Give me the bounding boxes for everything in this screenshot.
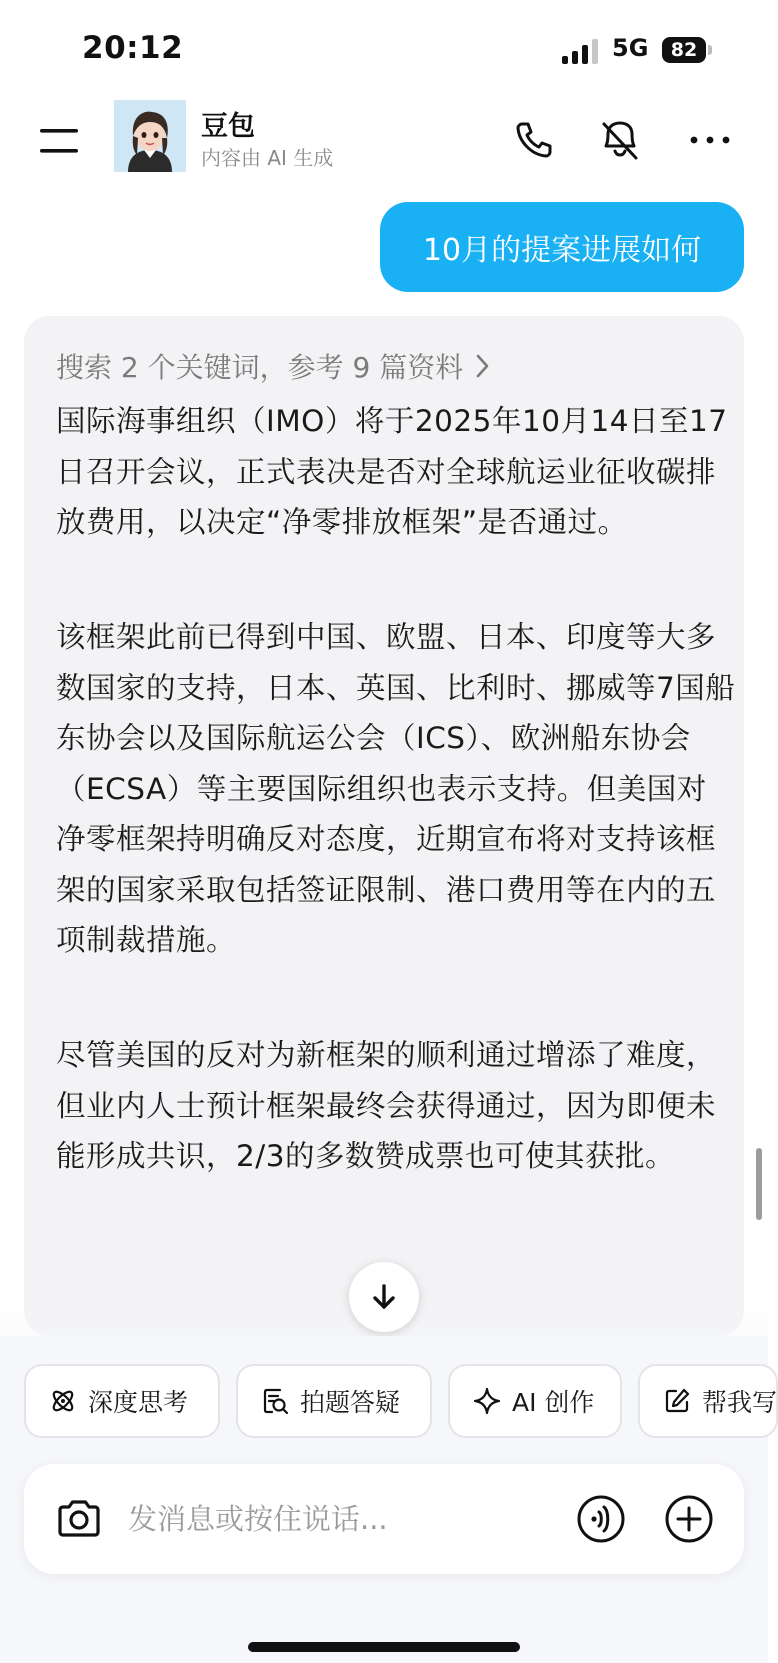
message-input[interactable] [128, 1494, 528, 1544]
user-message-bubble[interactable] [380, 202, 744, 292]
answer-paragraph-2: 尽管美国的反对为新框架的顺利通过增添了难度，但业内人士预计框架最终会获得通过，因为即便未能形成共识，2/3的多数赞成票也可使其获批。 [56, 1038, 717, 1173]
status-time: 20:12 [82, 30, 184, 66]
battery-icon [662, 37, 712, 63]
answer-paragraph-2: 该框架此前已得到中国、欧盟、日本、印度等大多数国家的支持，日本、英国、比利时、挪威等7国船东协会以及国际航运公会（ICS）、欧洲船东协会（ECSA）等主要国际组织也表示支持。但美国对净零框架持明确反对态度，近期宣布将对支持该框架的国家采取包括签证限制、港口费用等在内的五项制裁措施。 [56, 620, 736, 957]
chip-label: 深度思考 [88, 1388, 189, 1417]
scan-question-icon [260, 1386, 290, 1416]
camera-icon[interactable] [54, 1494, 104, 1544]
chip-label: 帮我写 [702, 1388, 778, 1417]
chip-label: AI 创作 [512, 1388, 595, 1417]
ai-generated-note: 内容由 AI 生成 [201, 146, 334, 170]
voice-icon[interactable] [576, 1494, 626, 1544]
battery-level: 82 [662, 37, 706, 63]
phone-icon[interactable] [510, 116, 558, 164]
message-input-bar [24, 1464, 744, 1574]
quick-action-help-write[interactable] [638, 1364, 778, 1438]
user-message-text: 10月的提案进展如何 [422, 233, 702, 268]
chat-header [0, 96, 768, 196]
quick-action-ai-create[interactable] [448, 1364, 622, 1438]
quick-action-photo-question[interactable] [236, 1364, 432, 1438]
chip-label: 拍题答疑 [300, 1388, 401, 1417]
assistant-answer [24, 316, 744, 1336]
home-indicator[interactable] [248, 1642, 520, 1652]
quick-action-deep-thinking[interactable] [24, 1364, 220, 1438]
answer-paragraph-1: 国际海事组织（IMO）将于2025年10月14日至17日召开会议，正式表决是否对全球航运业征收碳排放费用，以决定“净零排放框架”是否通过。 [56, 404, 728, 539]
menu-icon[interactable] [38, 120, 80, 162]
sparkle-icon [472, 1386, 502, 1416]
edit-icon [662, 1386, 692, 1416]
search-references-link[interactable] [56, 346, 491, 386]
more-icon[interactable] [686, 116, 734, 164]
plus-icon[interactable] [664, 1494, 714, 1544]
status-bar [0, 0, 768, 96]
signal-icon [562, 38, 600, 64]
atom-icon [48, 1386, 78, 1416]
mute-icon[interactable] [596, 116, 644, 164]
network-type: 5G [612, 34, 649, 62]
search-summary: 搜索 2 个关键词，参考 9 篇资料 [56, 351, 464, 384]
avatar[interactable] [114, 100, 186, 172]
scrollbar[interactable] [756, 1148, 762, 1220]
composer-area [0, 1336, 778, 1663]
chevron-right-icon [475, 353, 491, 379]
bot-name: 豆包 [201, 111, 255, 142]
scroll-to-bottom-button[interactable] [349, 1262, 419, 1332]
arrow-down-icon [369, 1282, 399, 1312]
